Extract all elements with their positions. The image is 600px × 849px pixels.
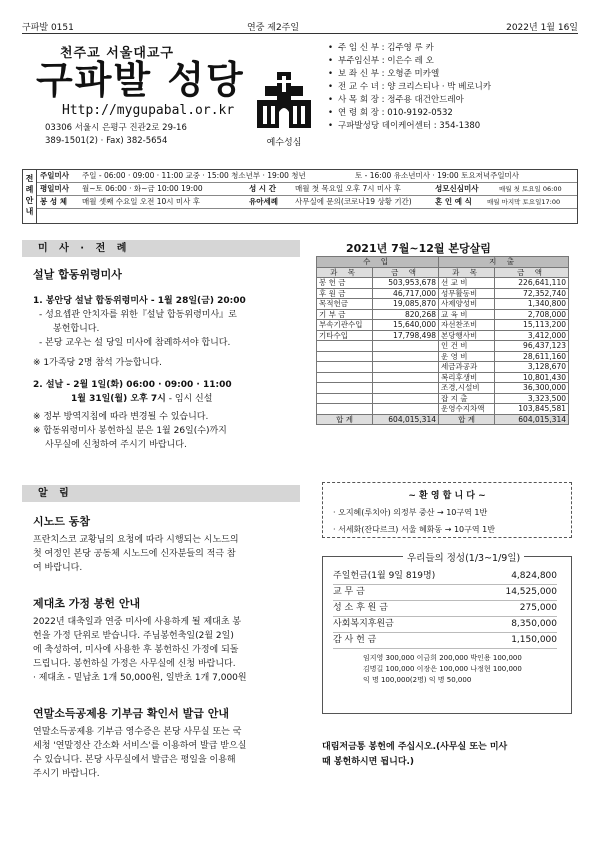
offering-amount: 275,000 xyxy=(519,603,557,613)
staff-item: • 부주임신부 : 이은수 레 오 xyxy=(328,55,491,68)
offerings-details xyxy=(363,653,571,686)
account-item xyxy=(317,372,373,383)
parish-url[interactable]: Http://mygupabal.or.kr xyxy=(62,103,235,118)
offering-row xyxy=(333,569,557,585)
sacredheart-text: 매월 첫 토요일 06:00 xyxy=(499,185,562,193)
holyhour-text: 매월 첫 목요일 오후 7시 미사 후 xyxy=(295,184,402,193)
staff-item: • 주 임 신 부 : 김주영 루 카 xyxy=(328,42,491,55)
mass-item-2c: - 임시 신설 xyxy=(165,394,213,404)
account-row xyxy=(317,383,569,394)
schedule-row-sunday xyxy=(37,170,577,183)
altar-line: 2022년 대축일과 연중 미사에 사용하게 될 제대초 봉 xyxy=(33,617,242,627)
welcome-line: · 오지혜(루치아) 의정부 중산 → 10구역 1반 xyxy=(333,508,488,517)
account-amount: 19,085,870 xyxy=(373,299,439,310)
account-item xyxy=(317,404,373,415)
account-item: 기 부 금 xyxy=(317,309,373,320)
offering-label: 성 소 후 원 금 xyxy=(333,603,388,613)
infant-baptism-text: 사무실에 문의(코로나19 상황 기간) xyxy=(295,197,412,206)
mass-section-header: 미 사 · 전 례 xyxy=(22,240,300,257)
welcome-box xyxy=(322,482,572,538)
altar-candle-title: 제대초 가정 봉헌 안내 xyxy=(33,597,141,610)
offerings-title: 우리들의 정성(1/3~1/9일) xyxy=(403,550,524,564)
account-amount xyxy=(373,351,439,362)
offering-row xyxy=(333,585,557,601)
account-item: 기타수입 xyxy=(317,330,373,341)
mass-item-1a2: 봉헌합니다. xyxy=(53,324,100,334)
tax-line: 연말소득공제용 기부금 영수증은 본당 사무실 또는 국 xyxy=(33,727,242,737)
mass-item-2b: 1월 31일(월) 오후 7시 xyxy=(71,394,166,404)
offering-label: 사회복지후원금 xyxy=(333,619,394,629)
account-item: 선 교 비 xyxy=(439,278,495,289)
account-item: 봉 헌 금 xyxy=(317,278,373,289)
synod-line: 프란치스코 교황님의 요청에 따라 시행되는 시노드의 xyxy=(33,535,239,545)
offering-amount: 4,824,800 xyxy=(511,571,557,581)
marriage-text: 매월 마지막 토요일17:00 xyxy=(487,198,561,206)
offering-label: 주일헌금(1월 9일 819명) xyxy=(333,571,436,581)
account-row xyxy=(317,309,569,320)
total-label: 합 계 xyxy=(317,414,373,425)
account-amount xyxy=(373,393,439,404)
saturday-text: 토 - 16:00 유소년미사 · 19:00 토요저녁주일미사 xyxy=(355,171,520,180)
account-item: 운영수지차액 xyxy=(439,404,495,415)
sunday-label: 주일미사 xyxy=(40,171,69,180)
offering-row xyxy=(333,633,557,649)
mass-item-1a: - 성요셉관 안치자를 위한『설날 합동위령미사』로 xyxy=(39,310,237,320)
mass-item-1: 1. 봉안당 설날 합동위령미사 - 1월 28일(금) 20:00 xyxy=(33,296,246,306)
diocese-name: 천주교 서울대교구 xyxy=(60,46,174,61)
account-item: 복리후생비 xyxy=(439,372,495,383)
issue-date: 2022년 1월 16일 xyxy=(506,23,578,33)
notice-section-header: 알 림 xyxy=(22,485,300,502)
schedule-row-communion xyxy=(37,196,577,209)
total-label: 합 계 xyxy=(439,414,495,425)
infant-baptism-label: 유아세례 xyxy=(249,197,278,206)
tax-line: 수 있습니다. 본당 사무실에서 발급은 평일을 이용해 xyxy=(33,755,236,765)
account-item: 조경,시설비 xyxy=(439,383,495,394)
account-amount xyxy=(373,404,439,415)
account-item: 자선찬조비 xyxy=(439,320,495,331)
account-amount: 3,412,000 xyxy=(495,330,569,341)
account-total-row xyxy=(317,414,569,425)
account-amount: 10,801,430 xyxy=(495,372,569,383)
account-amount: 96,437,123 xyxy=(495,341,569,352)
mass-item-2: 2. 설날 - 2월 1일(화) 06:00 · 09:00 · 11:00 xyxy=(33,380,232,390)
account-amount xyxy=(373,383,439,394)
account-item: 본당행사비 xyxy=(439,330,495,341)
mass-item-1b: - 본당 교우는 설 당일 미사에 참례하셔야 합니다. xyxy=(39,338,231,348)
account-amount xyxy=(373,372,439,383)
account-amount: 46,717,000 xyxy=(373,288,439,299)
total-income: 604,015,314 xyxy=(373,414,439,425)
mass-note-2: ※ 정부 방역지침에 따라 변경될 수 있습니다. xyxy=(33,412,209,422)
offering-amount: 1,150,000 xyxy=(511,635,557,645)
account-item: 목적헌금 xyxy=(317,299,373,310)
offering-row xyxy=(333,617,557,633)
account-row xyxy=(317,341,569,352)
schedule-row-weekday xyxy=(37,183,577,196)
account-row xyxy=(317,351,569,362)
account-item: 세금과공과 xyxy=(439,362,495,373)
issue-number: 구파발 0151 xyxy=(22,23,74,33)
mass-block xyxy=(33,266,303,452)
offering-amount: 14,525,000 xyxy=(505,587,557,597)
advent-bank-notice xyxy=(322,740,578,770)
altar-line: 에 축성하여, 미사에 사용한 후 봉헌하신 가정에 되돌 xyxy=(33,645,239,655)
parish-name: 구파발 성당 xyxy=(36,58,245,102)
expense-header: 지 출 xyxy=(439,257,569,268)
income-header: 수 입 xyxy=(317,257,439,268)
parish-contact xyxy=(45,122,187,148)
offering-detail: 익 명 100,000(2명) 익 명 50,000 xyxy=(363,676,472,684)
staff-item: • 보 좌 신 부 : 오형준 미카엘 xyxy=(328,68,491,81)
account-item: 잡 지 출 xyxy=(439,393,495,404)
altar-line: 드립니다. 봉헌하실 가정은 사무실에 신청 바랍니다. xyxy=(33,659,236,669)
account-amount: 17,798,498 xyxy=(373,330,439,341)
account-row xyxy=(317,362,569,373)
mass-title: 설날 합동위령미사 xyxy=(33,268,122,281)
mass-note-1: ※ 1가족당 2명 참석 가능합니다. xyxy=(33,358,162,368)
account-amount xyxy=(373,362,439,373)
account-amount: 3,323,500 xyxy=(495,393,569,404)
mass-note-3: ※ 합동위령미사 봉헌하실 분은 1월 26일(수)까지 xyxy=(33,426,227,436)
account-item: 후 원 금 xyxy=(317,288,373,299)
logo-caption: 예수성심 xyxy=(266,138,302,148)
synod-line: 첫 여정인 본당 공동체 시노드에 신자분들의 적극 참 xyxy=(33,549,236,559)
weekday-label: 평일미사 xyxy=(40,184,69,193)
communion-label: 봉 성 체 xyxy=(40,197,67,206)
account-item: 교 육 비 xyxy=(439,309,495,320)
account-row xyxy=(317,330,569,341)
account-row xyxy=(317,372,569,383)
altar-line: · 제대초 - 밑납초 1개 50,000원, 일반초 1개 7,000원 xyxy=(33,673,247,683)
account-amount: 36,300,000 xyxy=(495,383,569,394)
weekday-text: 월~토 06:00 · 화~금 10:00 19:00 xyxy=(82,184,203,193)
account-item: 사제양성비 xyxy=(439,299,495,310)
liturgical-season: 연중 제2주일 xyxy=(247,23,300,33)
col-item: 과 목 xyxy=(317,267,373,278)
account-amount: 15,113,200 xyxy=(495,320,569,331)
staff-item: • 전 교 수 녀 : 양 크리스티나 · 박 베로니카 xyxy=(328,81,491,94)
offerings-list xyxy=(333,569,557,649)
account-amount: 503,953,678 xyxy=(373,278,439,289)
account-item: 운 영 비 xyxy=(439,351,495,362)
account-item xyxy=(317,393,373,404)
account-amount: 103,845,581 xyxy=(495,404,569,415)
synod-line: 여 바랍니다. xyxy=(33,563,83,573)
welcome-line: · 서세화(잔다르크) 서울 혜화동 → 10구역 1반 xyxy=(333,525,495,534)
offering-label: 감 사 헌 금 xyxy=(333,635,377,645)
communion-text: 매월 셋째 수요일 오전 10시 미사 후 xyxy=(82,197,201,206)
account-amount: 72,352,740 xyxy=(495,288,569,299)
account-amount: 28,611,160 xyxy=(495,351,569,362)
mass-note-3b: 사무실에 신청하여 주시기 바랍니다. xyxy=(45,440,187,450)
tax-line: 세청 '연말정산 간소화 서비스'를 이용하여 발급 받으실 xyxy=(33,741,247,751)
tax-receipt-title: 연말소득공제용 기부금 확인서 발급 안내 xyxy=(33,707,229,720)
account-item: 부속기관수입 xyxy=(317,320,373,331)
col-item: 과 목 xyxy=(439,267,495,278)
account-row xyxy=(317,404,569,415)
offering-detail: 김명길 100,000 이장은 100,000 나정현 100,000 xyxy=(363,665,522,673)
sunday-text: 주일 - 06:00 · 09:00 · 11:00 교중 · 15:00 청소년부 · 19:00 청년 xyxy=(82,171,306,180)
col-amount: 금 액 xyxy=(373,267,439,278)
account-item xyxy=(317,383,373,394)
liturgy-schedule xyxy=(22,169,578,224)
staff-item: • 사 목 회 장 : 정주용 대건안드레아 xyxy=(328,94,491,107)
account-item xyxy=(317,351,373,362)
accounts-grid xyxy=(316,256,569,425)
sacred-heart-logo xyxy=(255,70,313,148)
account-row xyxy=(317,278,569,289)
account-amount: 1,340,800 xyxy=(495,299,569,310)
advent-bank-line: 때 봉헌하시면 됩니다.) xyxy=(322,757,415,767)
offering-detail: 임지영 300,000 이금희 200,000 박인용 100,000 xyxy=(363,654,522,662)
advent-bank-line: 대림저금통 봉헌에 주십시오.(사무실 또는 미사 xyxy=(322,742,508,752)
account-item xyxy=(317,341,373,352)
account-item xyxy=(317,362,373,373)
issue-header xyxy=(22,18,578,34)
total-expense: 604,015,314 xyxy=(495,414,569,425)
account-amount: 226,641,110 xyxy=(495,278,569,289)
welcome-title: ~ 환 영 합 니 다 ~ xyxy=(408,491,486,501)
accounts-table xyxy=(316,256,569,425)
offering-amount: 8,350,000 xyxy=(511,619,557,629)
account-amount xyxy=(373,341,439,352)
account-row xyxy=(317,320,569,331)
account-row xyxy=(317,288,569,299)
staff-item: • 구파발성당 데이케어센터 : 354-1380 xyxy=(328,120,491,133)
schedule-label: 전례안내 xyxy=(23,170,37,223)
account-amount: 3,128,670 xyxy=(495,362,569,373)
parish-address: 03306 서울시 은평구 진관2로 29-16 xyxy=(45,123,187,133)
altar-line: 헌을 가정 단위로 받습니다. 주님봉헌축일(2월 2일) xyxy=(33,631,234,641)
col-amount: 금 액 xyxy=(495,267,569,278)
offerings-box xyxy=(322,553,572,714)
account-row xyxy=(317,393,569,404)
staff-item: • 연 령 회 장 : 010-9192-0532 xyxy=(328,107,491,120)
parish-phone: 389-1501(2) · Fax) 382-5654 xyxy=(45,136,168,146)
account-item: 성무활동비 xyxy=(439,288,495,299)
tax-line: 주시기 바랍니다. xyxy=(33,769,100,779)
offering-row xyxy=(333,601,557,617)
account-amount: 820,268 xyxy=(373,309,439,320)
account-item: 인 건 비 xyxy=(439,341,495,352)
synod-title: 시노드 동참 xyxy=(33,515,90,528)
holyhour-label: 성 시 간 xyxy=(249,184,276,193)
account-amount: 15,640,000 xyxy=(373,320,439,331)
notice-block xyxy=(33,513,308,781)
sacredheart-label: 성모신심미사 xyxy=(435,184,479,193)
marriage-label: 혼 인 예 식 xyxy=(435,197,472,206)
offering-label: 교 무 금 xyxy=(333,587,365,597)
church-logo-icon xyxy=(255,70,313,130)
account-amount: 2,708,000 xyxy=(495,309,569,320)
staff-list xyxy=(328,42,491,133)
accounts-title: 2021년 7월~12월 본당살림 xyxy=(346,242,491,255)
account-row xyxy=(317,299,569,310)
